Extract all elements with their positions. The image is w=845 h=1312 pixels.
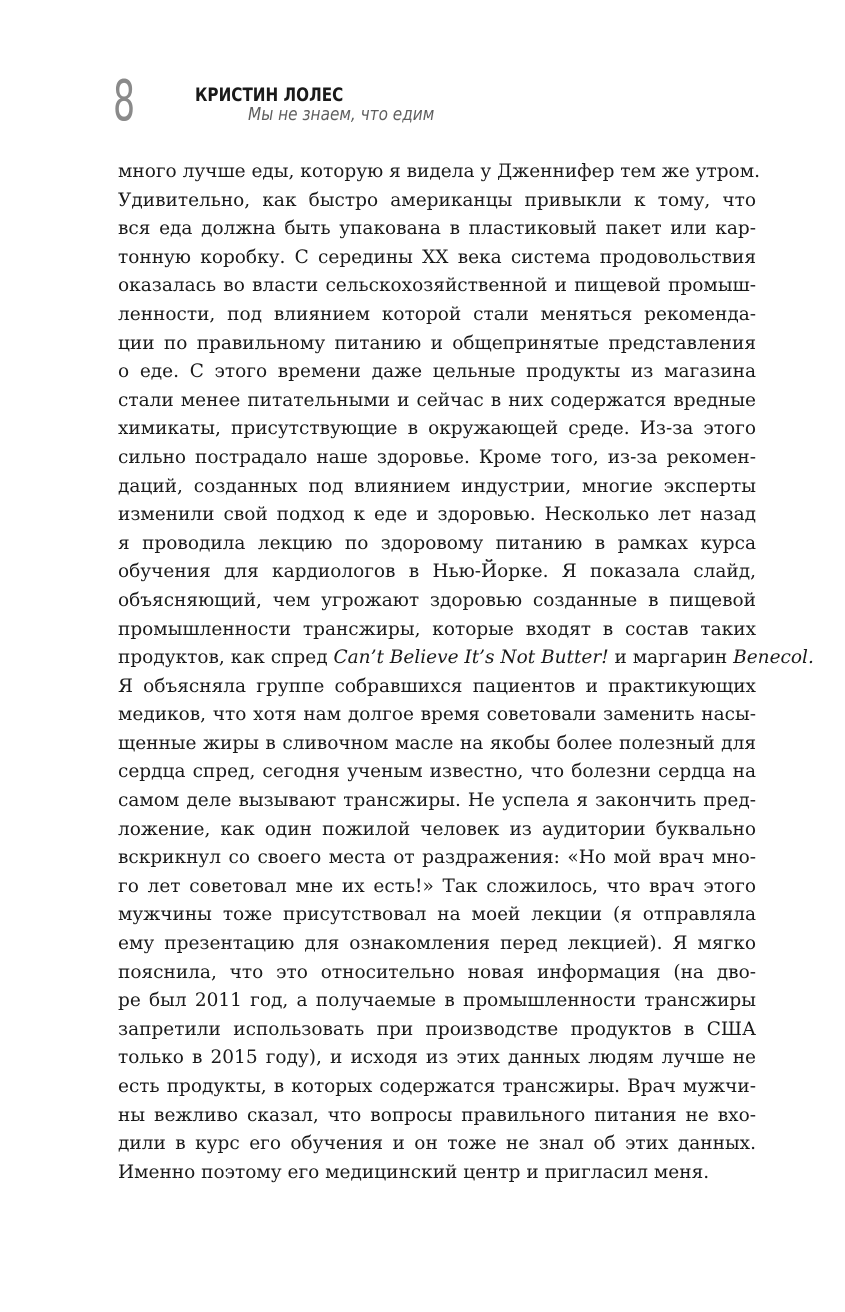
text-segment: продуктов, как спред [118,647,334,669]
text-line [118,473,756,502]
text-line [118,844,756,873]
text-line [118,644,814,673]
text-segment: Именно поэтому его медицинский центр и пригласил меня. [118,1161,710,1183]
text-line [118,1159,756,1188]
text-segment: ны вежливо сказал, что вопросы правильного питания не вхо- [118,1104,756,1126]
text-segment: о еде. С этого времени даже цельные продукты из магазина [118,361,756,383]
text-line [118,301,756,330]
text-line [118,158,760,187]
text-line [118,673,756,702]
text-segment: ленности, под влиянием которой стали меняться рекоменда- [118,303,756,325]
text-segment: ему презентацию для ознакомления перед лекцией). Я мягко [118,933,756,955]
text-line [118,587,756,616]
text-segment: сильно пострадало наше здоровье. Кроме того, из-за рекомен- [118,446,756,468]
text-line [118,701,756,730]
text-line [118,187,756,216]
text-line [118,1130,756,1159]
text-segment: тонную коробку. С середины XX века система продовольствия [118,246,756,268]
brand-name: Benecol. [733,647,814,669]
text-segment: стали менее питательными и сейчас в них содержатся вредные [118,389,756,411]
text-line [118,730,756,759]
text-line [118,387,756,416]
text-line [118,215,756,244]
text-segment: даций, созданных под влиянием индустрии, многие эксперты [118,475,756,497]
text-segment: го лет советовал мне их есть!» Так сложилось, что врач этого [118,875,756,897]
text-line [118,358,756,387]
text-line [118,1016,756,1045]
text-segment: обучения для кардиологов в Нью-Йорке. Я показала слайд, [118,561,756,583]
text-segment: и маргарин [608,647,734,669]
text-line [118,415,756,444]
text-segment: пояснила, что это относительно новая информация (на дво- [118,961,756,983]
text-line [118,959,756,988]
text-segment: я проводила лекцию по здоровому питанию в рамках курса [118,532,756,554]
text-segment: есть продукты, в которых содержатся трансжиры. Врач мужчи- [118,1076,756,1097]
text-segment: сердца спред, сегодня ученым известно, что болезни сердца на [118,761,756,783]
text-segment: мужчины тоже присутствовал на моей лекции (я отправляла [118,904,756,926]
text-segment: ре был 2011 год, а получаемые в промышленности трансжиры [118,990,756,1012]
text-segment: вся еда должна быть упакована в пластиковый пакет или кар- [118,218,756,240]
text-line [118,244,756,273]
text-line [118,330,756,359]
text-line [118,930,756,959]
brand-name: Can’t Believe It’s Not Butter! [333,647,609,669]
text-segment: объясняющий, чем угрожают здоровью созданные в пищевой [118,589,756,611]
text-line [118,558,756,587]
text-line [118,530,756,559]
text-segment: ложение, как один пожилой человек из аудитории буквально [118,818,756,840]
text-line [118,1102,756,1131]
text-line [118,787,756,816]
text-line [118,901,756,930]
text-line [118,758,756,787]
running-header-author: КРИСТИН ЛОЛЕС [195,84,344,106]
text-segment: Я объясняла группе собравшихся пациентов и практикующих [118,675,756,697]
text-line [118,873,756,902]
text-line [118,1073,756,1102]
text-segment: ции по правильному питанию и общепринятые представления [118,332,756,354]
text-line [118,987,756,1016]
text-segment: оказалась во власти сельскохозяйственной и пищевой промыш- [118,275,756,297]
text-segment: вскрикнул со своего места от раздражения: «Но мой врач мно- [118,847,756,869]
text-segment: щенные жиры в сливочном масле на якобы более полезный для [118,732,756,754]
text-segment: химикаты, присутствующие в окружающей среде. Из-за этого [118,418,756,440]
text-segment: самом деле вызывают трансжиры. Не успела я закончить пред- [118,790,756,812]
running-header [0,0,845,140]
text-segment: Удивительно, как быстро американцы привыкли к тому, что [118,189,756,211]
text-line [118,444,756,473]
running-header-book-title: Мы не знаем, что едим [248,104,435,125]
text-line [118,1044,756,1073]
text-segment: медиков, что хотя нам долгое время советовали заменить насы- [118,704,756,726]
text-segment: промышленности трансжиры, которые входят в состав таких [118,618,756,640]
text-line [118,501,756,530]
text-segment: только в 2015 году), и исходя из этих данных людям лучше не [118,1047,756,1069]
text-line [118,616,756,645]
text-segment: запретили использовать при производстве продуктов в США [118,1018,756,1040]
body-text [118,158,814,1187]
page-number: 8 [113,69,136,134]
text-segment: дили в курс его обучения и он тоже не знал об этих данных. [118,1133,756,1155]
text-segment: изменили свой подход к еде и здоровью. Несколько лет назад [118,504,756,526]
text-line [118,272,756,301]
text-line [118,816,756,845]
text-segment: много лучше еды, которую я видела у Дженнифер тем же утром. [118,161,760,182]
